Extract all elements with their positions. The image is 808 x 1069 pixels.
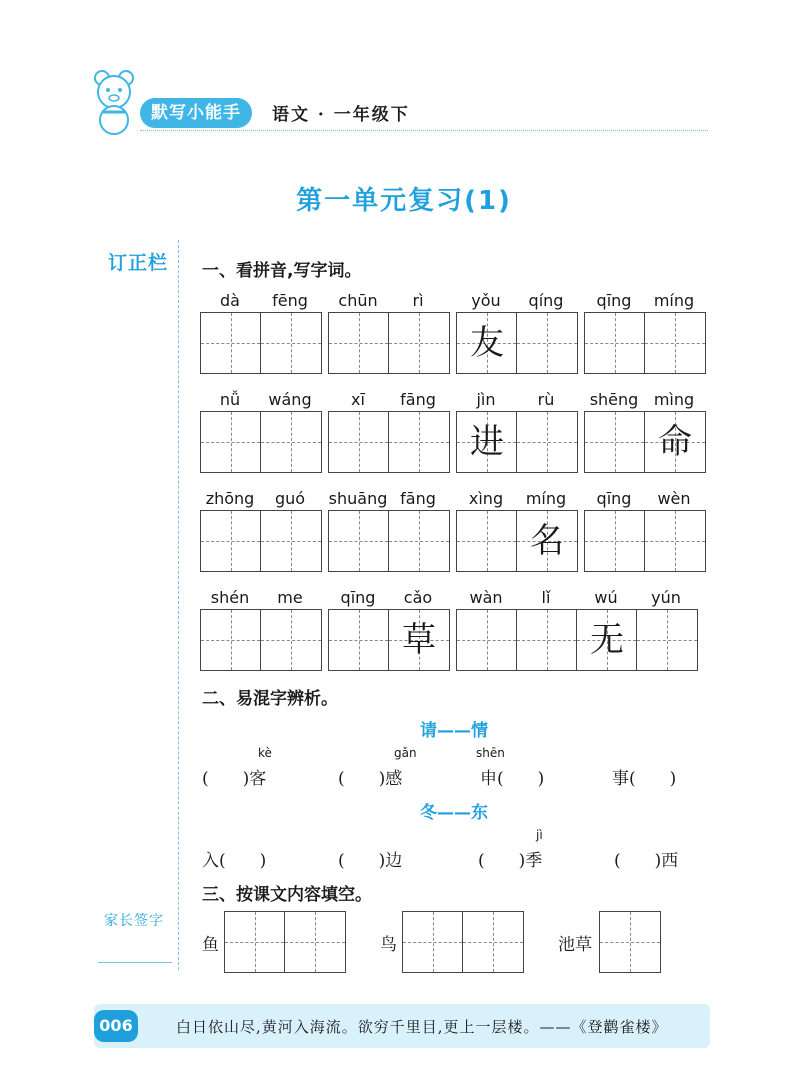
- given-char: [201, 412, 261, 472]
- writing-grid[interactable]: [402, 911, 524, 973]
- grid-cell[interactable]: [285, 912, 345, 972]
- grid-cell[interactable]: [261, 511, 321, 571]
- given-char: [201, 610, 261, 670]
- pinyin: wú: [594, 588, 618, 607]
- pinyin: gǎn: [394, 746, 417, 760]
- pinyin: jì: [536, 828, 543, 842]
- grid-cell[interactable]: [201, 412, 261, 472]
- pinyin: shēng: [589, 390, 639, 409]
- fill-blank[interactable]: ( )感: [338, 769, 403, 789]
- pinyin: wèn: [657, 489, 691, 508]
- writing-grid[interactable]: [456, 510, 578, 572]
- given-char: [517, 412, 577, 472]
- grid-cell[interactable]: [457, 313, 517, 373]
- given-char: [645, 313, 705, 373]
- pinyin: yún: [651, 588, 681, 607]
- writing-grid[interactable]: [328, 609, 450, 671]
- pinyin: me: [277, 588, 303, 607]
- given-char: [389, 412, 449, 472]
- given-char: 草: [402, 620, 436, 660]
- given-char: [261, 313, 321, 373]
- pinyin: míng: [653, 291, 695, 310]
- correction-column-divider: [178, 240, 179, 970]
- fill-blank[interactable]: ( )客: [202, 769, 267, 789]
- pinyin: chūn: [338, 291, 378, 310]
- fill-blank[interactable]: 事( ): [612, 769, 677, 789]
- grid-cell[interactable]: [261, 610, 321, 670]
- grid-cell[interactable]: [645, 313, 705, 373]
- writing-grid[interactable]: [200, 411, 322, 473]
- fill-blank[interactable]: 申( ): [480, 769, 545, 789]
- given-char: [637, 610, 697, 670]
- given-char: [329, 511, 389, 571]
- pinyin: fēng: [272, 291, 308, 310]
- pinyin: lǐ: [541, 588, 551, 607]
- page-title: 第一单元复习(1): [296, 186, 512, 216]
- pinyin: qīng: [596, 489, 632, 508]
- pinyin: jìn: [476, 390, 496, 409]
- pinyin: fāng: [400, 390, 436, 409]
- writing-grid[interactable]: [200, 312, 322, 374]
- grid-cell[interactable]: [585, 412, 645, 472]
- given-char: 友: [470, 323, 504, 363]
- grid-cell[interactable]: [457, 511, 517, 571]
- parent-signature-line[interactable]: [98, 962, 172, 963]
- fill-label: 鸟: [380, 935, 397, 955]
- grid-cell[interactable]: [585, 511, 645, 571]
- given-char: [389, 511, 449, 571]
- grid-cell[interactable]: [463, 912, 523, 972]
- parent-signature-label: 家长签字: [104, 913, 164, 929]
- pinyin: qíng: [528, 291, 564, 310]
- given-char: [517, 610, 577, 670]
- given-char: [261, 412, 321, 472]
- brand-badge: 默写小能手: [140, 98, 252, 128]
- grid-cell[interactable]: [577, 610, 637, 670]
- writing-grid[interactable]: [584, 312, 706, 374]
- writing-grid[interactable]: [328, 411, 450, 473]
- writing-grid[interactable]: [456, 411, 578, 473]
- given-char: [585, 313, 645, 373]
- given-char: 命: [658, 422, 692, 462]
- pinyin: qīng: [596, 291, 632, 310]
- pinyin: rì: [412, 291, 424, 310]
- writing-grid[interactable]: [224, 911, 346, 973]
- given-char: [329, 412, 389, 472]
- fill-blank[interactable]: ( )季: [478, 851, 543, 871]
- grid-cell[interactable]: [261, 412, 321, 472]
- pinyin: shuāng: [328, 489, 388, 508]
- given-char: 进: [470, 422, 504, 462]
- grid-cell[interactable]: [389, 313, 449, 373]
- grid-cell[interactable]: [645, 511, 705, 571]
- given-char: [261, 610, 321, 670]
- fill-blank[interactable]: 入( ): [202, 851, 267, 871]
- grid-cell[interactable]: [329, 511, 389, 571]
- given-char: [645, 511, 705, 571]
- grid-cell[interactable]: [389, 412, 449, 472]
- given-char: [585, 412, 645, 472]
- pinyin: shén: [210, 588, 250, 607]
- writing-grid[interactable]: [456, 609, 698, 671]
- grid-cell[interactable]: [329, 412, 389, 472]
- pinyin: cǎo: [403, 588, 433, 607]
- given-char: [201, 511, 261, 571]
- grid-cell[interactable]: [389, 610, 449, 670]
- given-char: [389, 313, 449, 373]
- fill-label: 鱼: [202, 935, 219, 955]
- pinyin: qīng: [340, 588, 376, 607]
- grid-cell[interactable]: [403, 912, 463, 972]
- grid-cell[interactable]: [201, 511, 261, 571]
- section2-heading: 二、易混字辨析。: [202, 689, 338, 709]
- given-char: [457, 610, 517, 670]
- section1-heading: 一、看拼音,写字词。: [202, 261, 362, 281]
- pinyin: xìng: [468, 489, 504, 508]
- grid-cell[interactable]: [329, 313, 389, 373]
- given-char: 无: [590, 620, 624, 660]
- pinyin: wàn: [469, 588, 503, 607]
- grid-cell[interactable]: [517, 610, 577, 670]
- writing-grid[interactable]: [584, 510, 706, 572]
- given-char: [261, 511, 321, 571]
- pinyin: zhōng: [205, 489, 255, 508]
- grid-cell[interactable]: [517, 412, 577, 472]
- pinyin: rù: [537, 390, 555, 409]
- writing-grid[interactable]: [200, 609, 322, 671]
- grid-cell[interactable]: [585, 313, 645, 373]
- given-char: [585, 511, 645, 571]
- footer-poem: 白日依山尽,黄河入海流。欲穷千里目,更上一层楼。——《登鹳雀楼》: [176, 1018, 668, 1036]
- grid-cell[interactable]: [225, 912, 285, 972]
- grid-cell[interactable]: [600, 912, 660, 972]
- fill-label: 池草: [558, 935, 592, 955]
- confusable-pair-title: 请——情: [420, 721, 488, 741]
- pinyin: fāng: [400, 489, 436, 508]
- pinyin: shēn: [476, 746, 505, 760]
- grid-cell[interactable]: [457, 610, 517, 670]
- fill-blank[interactable]: ( )西: [614, 851, 679, 871]
- grid-cell[interactable]: [201, 313, 261, 373]
- grid-cell[interactable]: [201, 610, 261, 670]
- subject-label: 语文 · 一年级下: [272, 105, 410, 125]
- header-divider: [140, 130, 708, 131]
- pinyin: dà: [220, 291, 240, 310]
- pinyin: wáng: [268, 390, 312, 409]
- given-char: [517, 313, 577, 373]
- writing-grid[interactable]: [328, 510, 450, 572]
- writing-grid[interactable]: [456, 312, 578, 374]
- bear-mascot-icon: [92, 68, 140, 138]
- page-number: 006: [94, 1010, 138, 1042]
- grid-cell[interactable]: [261, 313, 321, 373]
- given-char: [201, 313, 261, 373]
- fill-blank[interactable]: ( )边: [338, 851, 403, 871]
- grid-cell[interactable]: [329, 610, 389, 670]
- pinyin: nǚ: [219, 390, 241, 409]
- grid-cell[interactable]: [389, 511, 449, 571]
- given-char: [457, 511, 517, 571]
- section3-heading: 三、按课文内容填空。: [202, 885, 372, 905]
- writing-grid[interactable]: [599, 911, 661, 973]
- grid-cell[interactable]: [645, 412, 705, 472]
- writing-grid[interactable]: [584, 411, 706, 473]
- pinyin: míng: [525, 489, 567, 508]
- given-char: 名: [530, 521, 564, 561]
- given-char: [329, 313, 389, 373]
- grid-cell[interactable]: [517, 313, 577, 373]
- pinyin: xī: [351, 390, 365, 409]
- correction-column-label: 订正栏: [108, 252, 169, 274]
- writing-grid[interactable]: [200, 510, 322, 572]
- pinyin: guó: [274, 489, 306, 508]
- pinyin: yǒu: [471, 291, 501, 310]
- writing-grid[interactable]: [328, 312, 450, 374]
- given-char: [329, 610, 389, 670]
- grid-cell[interactable]: [637, 610, 697, 670]
- grid-cell[interactable]: [457, 412, 517, 472]
- pinyin: mìng: [653, 390, 695, 409]
- confusable-pair-title: 冬——东: [420, 803, 488, 823]
- grid-cell[interactable]: [517, 511, 577, 571]
- pinyin: kè: [258, 746, 272, 760]
